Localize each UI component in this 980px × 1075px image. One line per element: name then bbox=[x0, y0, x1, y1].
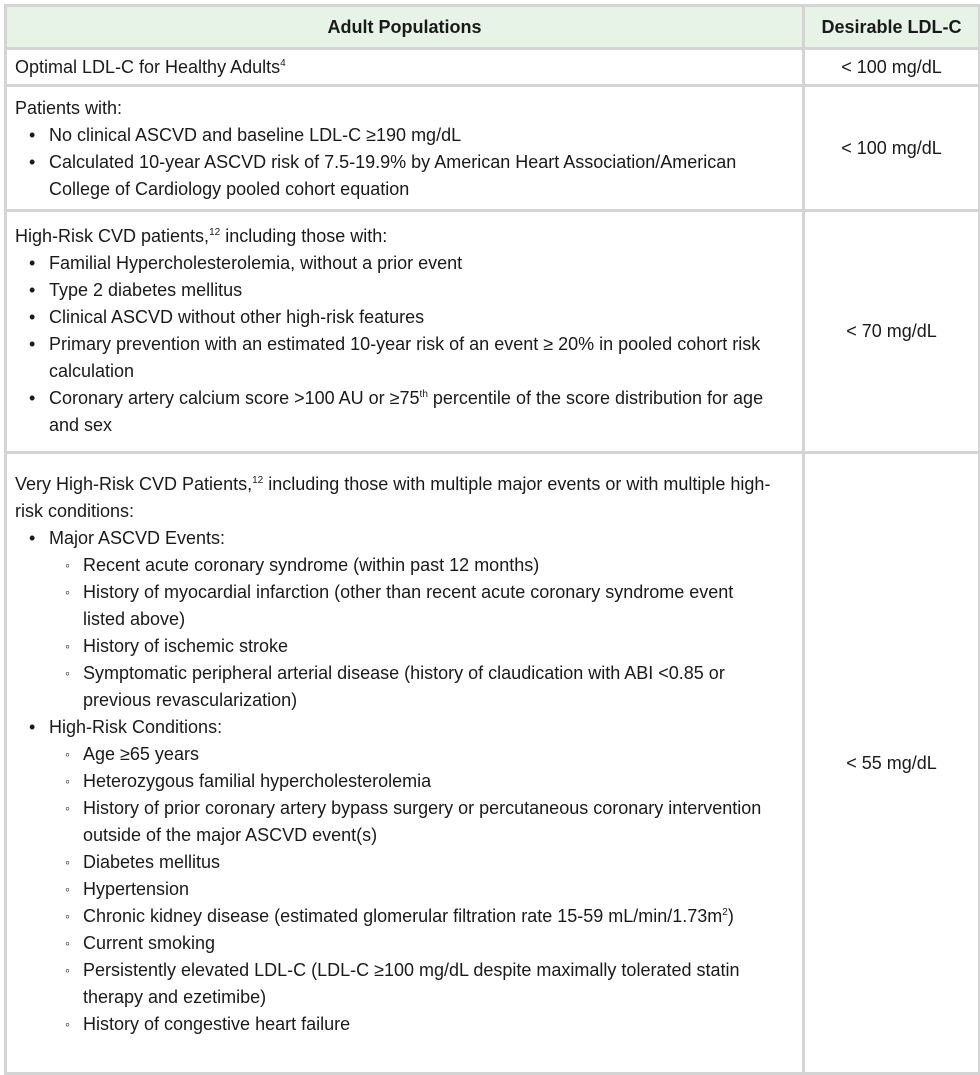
ckd-text-post: ) bbox=[727, 906, 734, 926]
row-high-risk-population bbox=[7, 212, 802, 451]
footnote-ref: 12 bbox=[209, 227, 221, 238]
list-item-major-events bbox=[15, 525, 772, 714]
row-lead bbox=[15, 223, 772, 250]
row-lead-tail: including those with: bbox=[220, 226, 388, 246]
row-lead bbox=[15, 471, 772, 525]
row-lead-text: High-Risk CVD patients, bbox=[15, 226, 210, 246]
sub-list-item: ◦ Persistently elevated LDL-C (LDL-C ≥100 mg/dL despite maximally tolerated statin therapy and ezetimibe) bbox=[49, 957, 772, 1011]
sub-list-item: ◦ Hypertension bbox=[49, 876, 772, 903]
sub-bullet-list bbox=[49, 741, 772, 1038]
row-lead-tail: including those with multiple major events or with multiple high-risk conditions: bbox=[15, 474, 771, 521]
sub-list-item: ◦ Current smoking bbox=[49, 930, 772, 957]
superscript-2: 2 bbox=[722, 907, 728, 918]
ldl-target-table bbox=[4, 4, 980, 1075]
list-item: • Type 2 diabetes mellitus bbox=[15, 277, 772, 304]
row-lead-text: Optimal LDL-C for Healthy Adults bbox=[15, 57, 281, 77]
cac-text-post: percentile of the score distribution for age and sex bbox=[49, 388, 764, 435]
list-item: • Clinical ASCVD without other high-risk features bbox=[15, 304, 772, 331]
row-patients-with-value: < 100 mg/dL bbox=[805, 87, 978, 209]
list-item: • Calculated 10-year ASCVD risk of 7.5-19.9% by American Heart Association/American College of Cardiology pooled cohort equation bbox=[15, 149, 772, 203]
sub-list-item: ◦ Heterozygous familial hypercholesterolemia bbox=[49, 768, 772, 795]
sub-list-item: ◦ Age ≥65 years bbox=[49, 741, 772, 768]
list-item: • Familial Hypercholesterolemia, without a prior event bbox=[15, 250, 772, 277]
sub-list-item: ◦ Diabetes mellitus bbox=[49, 849, 772, 876]
sub-bullet-list bbox=[49, 552, 772, 714]
row-lead-text: Very High-Risk CVD Patients, bbox=[15, 474, 253, 494]
row-very-high-risk-value: < 55 mg/dL bbox=[805, 454, 978, 1072]
list-item: • No clinical ASCVD and baseline LDL-C ≥190 mg/dL bbox=[15, 122, 772, 149]
row-healthy-adults-population bbox=[7, 50, 802, 84]
cac-text-pre: Coronary artery calcium score >100 AU or ≥75 bbox=[49, 388, 420, 408]
sub-list-item: ◦ History of myocardial infarction (other than recent acute coronary syndrome event listed above) bbox=[49, 579, 772, 633]
row-very-high-risk-population bbox=[7, 454, 802, 1072]
sub-list-item: ◦ Symptomatic peripheral arterial disease (history of claudication with ABI <0.85 or previous revascularization) bbox=[49, 660, 772, 714]
list-item-cac bbox=[15, 385, 772, 439]
ordinal-suffix: th bbox=[419, 389, 428, 400]
sub-list-item: ◦ History of ischemic stroke bbox=[49, 633, 772, 660]
sub-list-item-ckd bbox=[49, 903, 772, 930]
list-item-high-risk-conditions bbox=[15, 714, 772, 1038]
header-desirable-ldl-c: Desirable LDL-C bbox=[805, 7, 978, 47]
header-adult-populations: Adult Populations bbox=[7, 7, 802, 47]
bullet-list bbox=[15, 122, 772, 203]
row-high-risk-value: < 70 mg/dL bbox=[805, 212, 978, 451]
row-lead-text: Patients with: bbox=[15, 98, 123, 118]
bullet-list bbox=[15, 250, 772, 439]
group-label: High-Risk Conditions: bbox=[49, 717, 223, 737]
group-label: Major ASCVD Events: bbox=[49, 528, 226, 548]
sub-list-item: ◦ History of congestive heart failure bbox=[49, 1011, 772, 1038]
footnote-ref: 12 bbox=[252, 475, 264, 486]
bullet-list bbox=[15, 525, 772, 1038]
row-patients-with-population bbox=[7, 87, 802, 209]
ckd-text-pre: Chronic kidney disease (estimated glomerular filtration rate 15-59 mL/min/1.73m bbox=[83, 906, 723, 926]
footnote-ref: 4 bbox=[280, 58, 286, 69]
sub-list-item: ◦ Recent acute coronary syndrome (within past 12 months) bbox=[49, 552, 772, 579]
sub-list-item: ◦ History of prior coronary artery bypass surgery or percutaneous coronary intervention outside of the major ASCVD event(s) bbox=[49, 795, 772, 849]
list-item: • Primary prevention with an estimated 10-year risk of an event ≥ 20% in pooled cohort risk calculation bbox=[15, 331, 772, 385]
row-healthy-adults-value: < 100 mg/dL bbox=[805, 50, 978, 84]
